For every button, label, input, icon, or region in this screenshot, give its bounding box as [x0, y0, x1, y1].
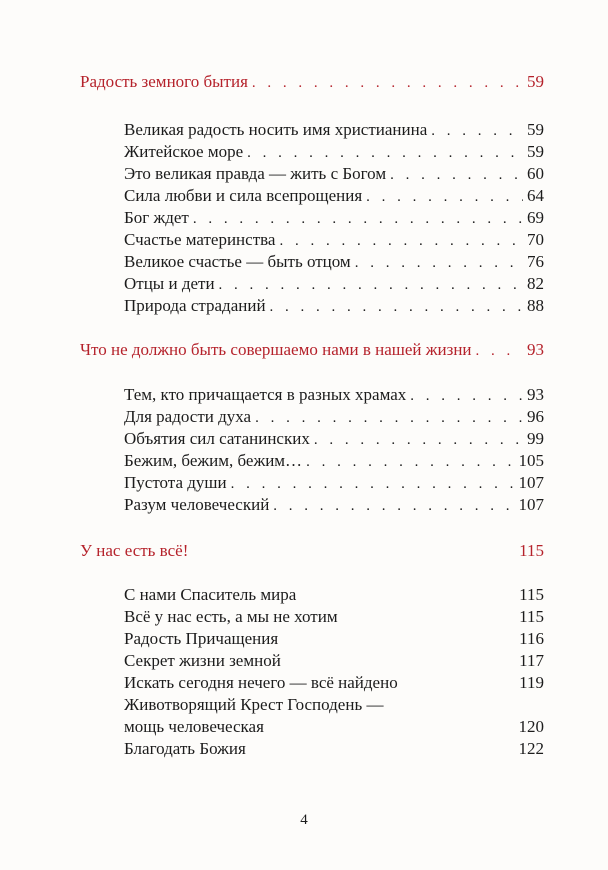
section-title: У нас есть всё!	[80, 541, 189, 560]
toc-item[interactable]	[124, 142, 544, 163]
item-title: Бежим, бежим, бежим…	[124, 451, 303, 470]
toc-item[interactable]	[124, 274, 544, 295]
item-page-number: 93	[527, 385, 544, 404]
item-title: Секрет жизни земной	[124, 651, 281, 670]
item-page-number: 122	[518, 739, 544, 758]
item-page-number: 59	[527, 142, 544, 161]
toc-item[interactable]	[124, 296, 544, 317]
item-title: Житейское море	[124, 142, 244, 161]
item-page-number: 119	[519, 673, 544, 692]
toc-item[interactable]	[124, 230, 544, 251]
toc-item[interactable]	[124, 208, 544, 229]
item-title: Сила любви и сила всепрощения	[124, 186, 363, 205]
toc-item[interactable]	[124, 429, 544, 450]
dot-leader	[431, 121, 523, 141]
toc-section-heading[interactable]	[80, 340, 544, 361]
item-page-number: 82	[527, 274, 544, 293]
dot-leader	[390, 165, 523, 185]
item-title: Тем, кто причащается в разных храмах	[124, 385, 407, 404]
item-title: Разум человеческий	[124, 495, 270, 514]
item-page-number: 120	[518, 717, 544, 736]
item-title: Для радости духа	[124, 407, 252, 426]
item-page-number: 115	[519, 607, 544, 626]
dot-leader	[279, 231, 523, 251]
item-page-number: 88	[527, 296, 544, 315]
dot-leader	[247, 143, 523, 163]
dot-leader	[410, 386, 523, 406]
dot-leader	[252, 73, 523, 93]
item-title: Природа страданий	[124, 296, 266, 315]
item-page-number: 107	[518, 495, 544, 514]
item-title: С нами Спаситель мира	[124, 585, 297, 604]
item-title-line-1[interactable]: Животворящий Крест Господень —	[124, 695, 384, 714]
page-number: 4	[300, 812, 308, 828]
dot-leader	[219, 275, 523, 295]
item-title: Объятия сил сатанинских	[124, 429, 310, 448]
toc-item[interactable]	[124, 651, 544, 671]
section-page-number: 93	[527, 340, 544, 359]
dot-leader	[314, 430, 523, 450]
item-page-number: 64	[527, 186, 544, 205]
toc-item[interactable]	[124, 585, 544, 605]
section-page-number: 59	[527, 72, 544, 91]
item-title: Пустота души	[124, 473, 227, 492]
dot-leader	[255, 408, 523, 428]
item-page-number: 69	[527, 208, 544, 227]
section-title: Радость земного бытия	[80, 72, 248, 91]
toc-item[interactable]	[124, 186, 544, 207]
toc-item[interactable]	[124, 407, 544, 428]
item-title: Всё у нас есть, а мы не хотим	[124, 607, 338, 626]
item-title: Великое счастье — быть отцом	[124, 252, 351, 271]
item-title: Отцы и дети	[124, 274, 215, 293]
toc-section-heading[interactable]	[80, 541, 544, 561]
item-page-number: 96	[527, 407, 544, 426]
item-title: Бог ждет	[124, 208, 189, 227]
item-title: Благодать Божия	[124, 739, 246, 758]
item-page-number: 99	[527, 429, 544, 448]
item-page-number: 115	[519, 585, 544, 604]
item-page-number: 105	[518, 451, 544, 470]
toc-section-heading[interactable]	[80, 72, 544, 93]
dot-leader	[366, 187, 523, 207]
item-title: Счастье материнства	[124, 230, 276, 249]
toc-item[interactable]	[124, 451, 544, 472]
item-page-number: 59	[527, 120, 544, 139]
dot-leader	[270, 297, 523, 317]
dot-leader	[193, 209, 523, 229]
toc-item[interactable]	[124, 673, 544, 693]
item-page-number: 117	[519, 651, 544, 670]
item-title: Это великая правда — жить с Богом	[124, 164, 387, 183]
dot-leader	[231, 474, 515, 494]
toc-item[interactable]	[124, 495, 544, 516]
item-page-number: 116	[519, 629, 544, 648]
toc-item[interactable]	[124, 629, 544, 649]
toc-item[interactable]	[124, 717, 544, 737]
dot-leader	[306, 452, 514, 472]
item-title: Радость Причащения	[124, 629, 279, 648]
toc-item[interactable]	[124, 164, 544, 185]
item-page-number: 70	[527, 230, 544, 249]
toc-item[interactable]	[124, 252, 544, 273]
item-title-line-2: мощь человеческая	[124, 717, 264, 736]
item-page-number: 76	[527, 252, 544, 271]
toc-item[interactable]	[124, 739, 544, 759]
section-page-number: 115	[519, 541, 544, 560]
toc-item[interactable]	[124, 607, 544, 627]
item-title: Великая радость носить имя христианина	[124, 120, 428, 139]
section-title: Что не должно быть совершаемо нами в нашей жизни	[80, 340, 472, 359]
item-page-number: 107	[518, 473, 544, 492]
dot-leader	[355, 253, 523, 273]
item-title: Искать сегодня нечего — всё найдено	[124, 673, 398, 692]
dot-leader	[476, 341, 523, 361]
toc-item[interactable]	[124, 473, 544, 494]
item-page-number: 60	[527, 164, 544, 183]
toc-item[interactable]	[124, 385, 544, 406]
dot-leader	[273, 496, 514, 516]
toc-item[interactable]	[124, 120, 544, 141]
